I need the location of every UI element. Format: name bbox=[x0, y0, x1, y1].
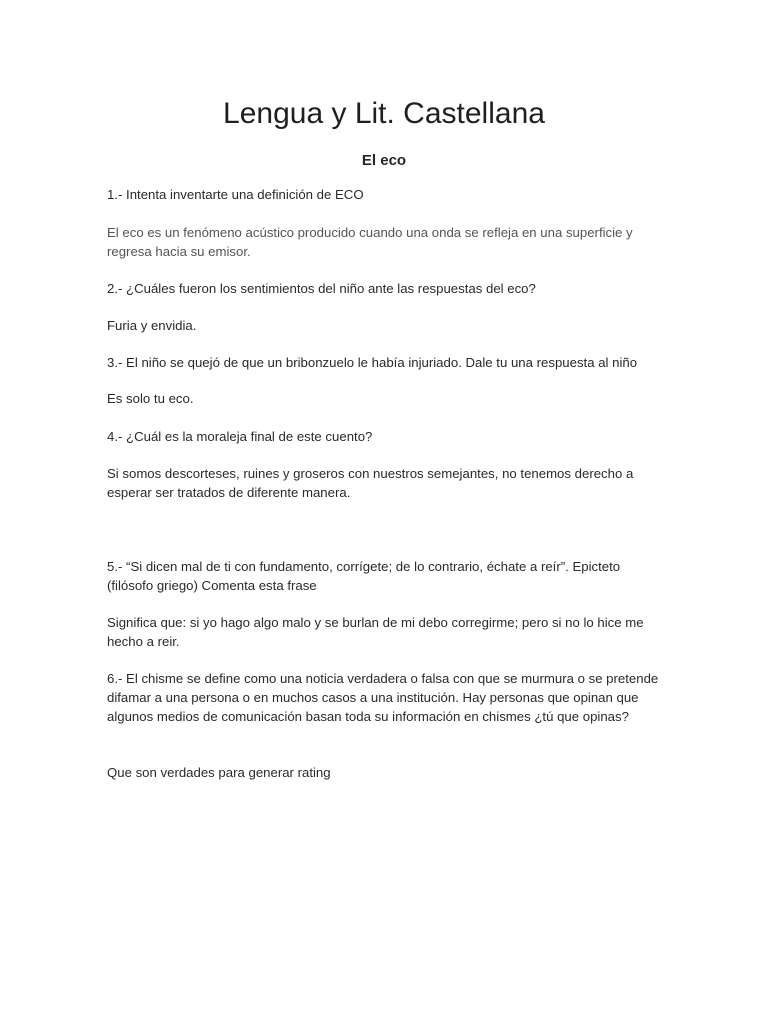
question-6: 6.- El chisme se define como una noticia verdadera o falsa con que se murmura o se pretende difamar a una persona o en muchos casos a una institución. Hay personas que opinan que algunos medios de comunicación basan toda su información en chismes ¿tú que opinas? bbox=[107, 671, 659, 724]
question-3: 3.- El niño se quejó de que un bribonzuelo le había injuriado. Dale tu una respuesta al niño bbox=[107, 355, 638, 370]
answer-1: El eco es un fenómeno acústico producido cuando una onda se refleja en una superficie y regresa hacia su emisor. bbox=[107, 225, 633, 259]
answer-6: Que son verdades para generar rating bbox=[107, 765, 331, 780]
question-4: 4.- ¿Cuál es la moraleja final de este cuento? bbox=[107, 429, 373, 444]
answer-5: Significa que: si yo hago algo malo y se burlan de mi debo corregirme; pero si no lo hice me hecho a reir. bbox=[107, 615, 644, 649]
question-5: 5.- “Si dicen mal de ti con fundamento, corrígete; de lo contrario, échate a reír”. Epicteto (filósofo griego) Comenta esta frase bbox=[107, 559, 621, 593]
answer-3: Es solo tu eco. bbox=[107, 391, 194, 406]
question-2: 2.- ¿Cuáles fueron los sentimientos del niño ante las respuestas del eco? bbox=[107, 281, 536, 296]
question-1: 1.- Intenta inventarte una definición de ECO bbox=[107, 187, 364, 202]
document-title: Lengua y Lit. Castellana bbox=[223, 97, 545, 130]
answer-4: Si somos descorteses, ruines y groseros con nuestros semejantes, no tenemos derecho a esperar ser tratados de diferente manera. bbox=[107, 466, 634, 500]
document-subtitle: El eco bbox=[361, 152, 407, 169]
answer-2: Furia y envidia. bbox=[107, 318, 197, 333]
